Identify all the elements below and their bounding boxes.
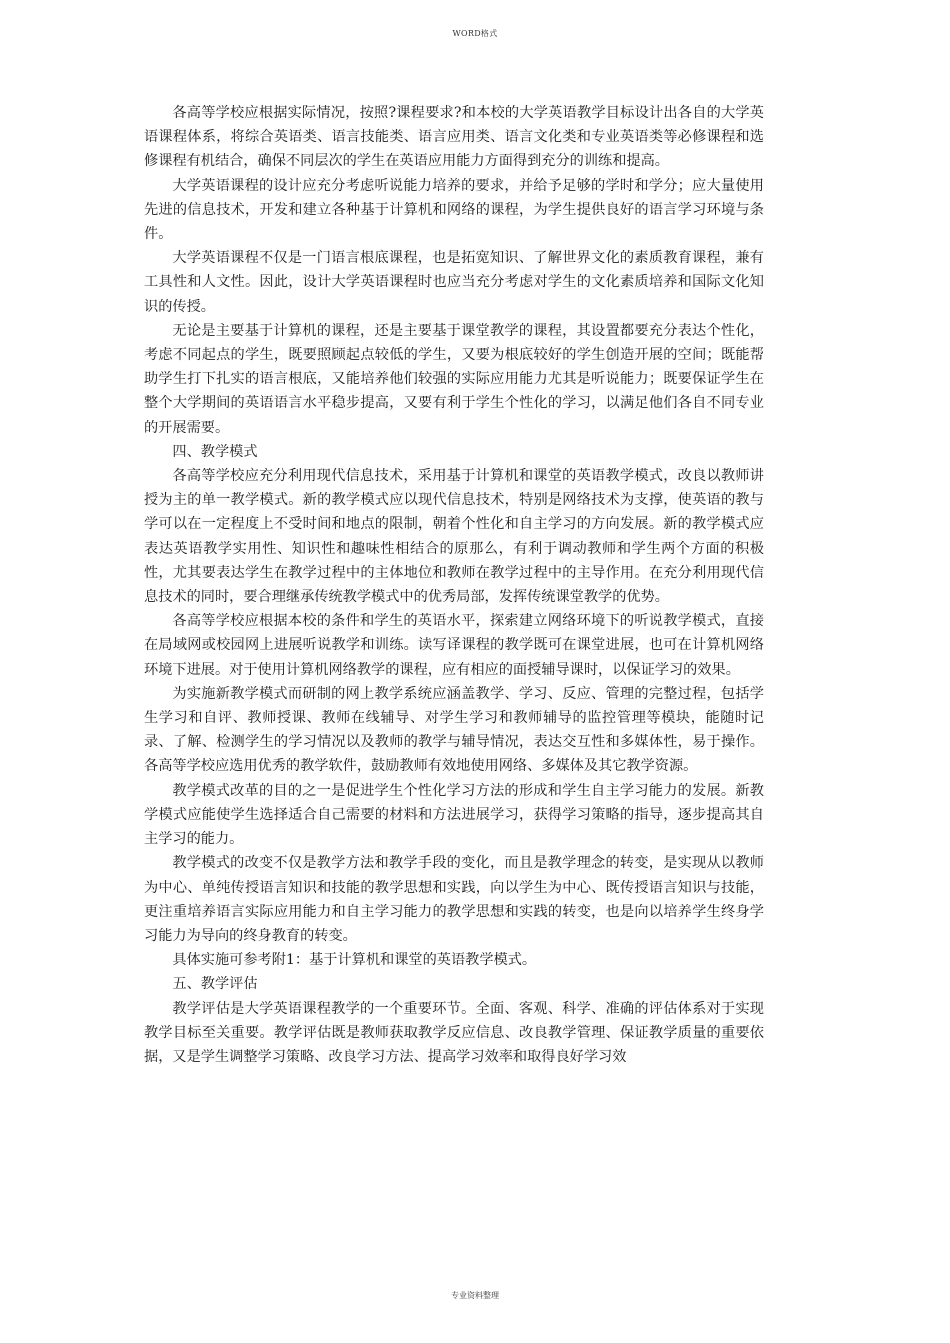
paragraph: 为实施新教学模式而研制的网上教学系统应涵盖教学、学习、反应、管理的完整过程，包括学生学习和自评、教师授课、教师在线辅导、对学生学习和教师辅导的监控管理等模块，能随时记录、了解、检测学生的学习情况以及教师的教学与辅导情况，表达交互性和多媒体性，易于操作。各高等学校应选用优秀的教学软件，鼓励教师有效地使用网络、多媒体及其它教学资源。 bbox=[144, 685, 764, 775]
page-header: WORD格式 bbox=[452, 29, 498, 38]
page-footer: 专业资料整理 bbox=[451, 1291, 499, 1300]
paragraph: 教学模式改革的目的之一是促进学生个性化学习方法的形成和学生自主学习能力的发展。新教学模式应能使学生选择适合自己需要的材料和方法进展学习，获得学习策略的指导，逐步提高其自主学习的能力。 bbox=[144, 782, 764, 848]
section-heading-teaching-mode: 四、教学模式 bbox=[172, 443, 258, 460]
paragraph: 具体实施可参考附1：基于计算机和课堂的英语教学模式。 bbox=[172, 952, 537, 969]
paragraph: 大学英语课程的设计应充分考虑听说能力培养的要求，并给予足够的学时和学分；应大量使用先进的信息技术，开发和建立各种基于计算机和网络的课程，为学生提供良好的语言学习环境与条件。 bbox=[144, 177, 764, 243]
paragraph: 各高等学校应充分利用现代信息技术，采用基于计算机和课堂的英语教学模式，改良以教师讲授为主的单一教学模式。新的教学模式应以现代信息技术，特别是网络技术为支撑，使英语的教与学可以在一定程度上不受时间和地点的限制，朝着个性化和自主学习的方向发展。新的教学模式应表达英语教学实用性、知识性和趣味性相结合的原那么，有利于调动教师和学生两个方面的积极性，尤其要表达学生在教学过程中的主体地位和教师在教学过程中的主导作用。在充分利用现代信息技术的同时，要合理继承传统教学模式中的优秀局部，发挥传统课堂教学的优势。 bbox=[144, 468, 764, 606]
paragraph: 各高等学校应根据本校的条件和学生的英语水平，探索建立网络环境下的听说教学模式，直接在局域网或校园网上进展听说教学和训练。读写译课程的教学既可在课堂进展，也可在计算机网络环境下进展。对于使用计算机网络教学的课程，应有相应的面授辅导课时，以保证学习的效果。 bbox=[144, 613, 764, 678]
paragraph: 大学英语课程不仅是一门语言根底课程，也是拓宽知识、了解世界文化的素质教育课程，兼有工具性和人文性。因此，设计大学英语课程时也应当充分考虑对学生的文化素质培养和国际文化知识的传授。 bbox=[144, 250, 764, 315]
document-body bbox=[144, 101, 764, 1069]
paragraph: 各高等学校应根据实际情况，按照?课程要求?和本校的大学英语教学目标设计出各自的大学英语课程体系，将综合英语类、语言技能类、语言应用类、语言文化类和专业英语类等必修课程和选修课程有机结合，确保不同层次的学生在英语应用能力方面得到充分的训练和提高。 bbox=[144, 105, 764, 170]
paragraph: 教学评估是大学英语课程教学的一个重要环节。全面、客观、科学、准确的评估体系对于实现教学目标至关重要。教学评估既是教师获取教学反应信息、改良教学管理、保证教学质量的重要依据，又是学生调整学习策略、改良学习方法、提高学习效率和取得良好学习效 bbox=[144, 1000, 764, 1065]
paragraph: 教学模式的改变不仅是教学方法和教学手段的变化，而且是教学理念的转变，是实现从以教师为中心、单纯传授语言知识和技能的教学思想和实践，向以学生为中心、既传授语言知识与技能，更注重培养语言实际应用能力和自主学习能力的教学思想和实践的转变，也是向以培养学生终身学习能力为导向的终身教育的转变。 bbox=[144, 855, 764, 944]
section-heading-teaching-evaluation: 五、教学评估 bbox=[172, 976, 258, 993]
paragraph: 无论是主要基于计算机的课程，还是主要基于课堂教学的课程，其设置都要充分表达个性化，考虑不同起点的学生，既要照顾起点较低的学生，又要为根底较好的学生创造开展的空间；既能帮助学生打下扎实的语言根底，又能培养他们较强的实际应用能力尤其是听说能力；既要保证学生在整个大学期间的英语语言水平稳步提高，又要有利于学生个性化的学习，以满足他们各自不同专业的开展需要。 bbox=[144, 322, 764, 436]
